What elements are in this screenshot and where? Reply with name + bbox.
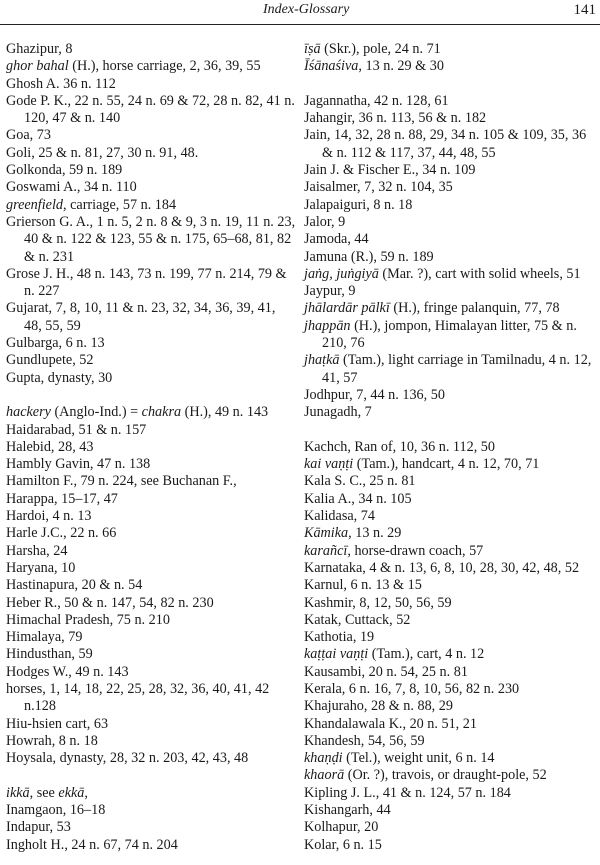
index-entry-text: (Or. ?), travois, or draught-pole, 52 xyxy=(344,767,547,784)
page-number: 141 xyxy=(573,2,596,18)
index-entry-text: , xyxy=(84,784,88,801)
index-entry xyxy=(304,733,596,750)
index-term: jhālardār pālkī xyxy=(304,300,390,317)
index-entry xyxy=(304,681,596,698)
index-entry-text: , 13 n. 29 xyxy=(348,525,402,542)
index-entry-text: Hastinapura, 20 & n. 54 xyxy=(6,577,143,594)
index-entry-text: Harle J.C., 22 n. 66 xyxy=(6,525,117,542)
index-entry xyxy=(6,93,296,128)
index-entry xyxy=(6,300,296,335)
index-entry xyxy=(304,767,596,784)
index-entry-text: (Tam.), handcart, 4 n. 12, 70, 71 xyxy=(353,456,540,473)
index-entry-text: Jahangir, 36 n. 113, 56 & n. 182 xyxy=(304,110,487,127)
index-entry-text: (Tam.), light carriage in Tamilnadu, 4 n. 12, 41, 57 xyxy=(322,352,592,386)
index-entry xyxy=(6,595,296,612)
index-entry xyxy=(6,456,296,473)
index-entry-text: Hoysala, dynasty, 28, 32 n. 203, 42, 43, 48 xyxy=(6,750,249,767)
index-entry-text: Ingholt H., 24 n. 67, 74 n. 204 xyxy=(6,836,178,853)
index-entry-text: , carriage, 57 n. 184 xyxy=(63,196,177,213)
index-entry xyxy=(304,750,596,767)
index-entry-text: Jagannatha, 42 n. 128, 61 xyxy=(304,92,449,109)
index-entry-text: (Tel.), weight unit, 6 n. 14 xyxy=(342,750,495,767)
index-entry xyxy=(6,439,296,456)
running-header-title: Index-Glossary xyxy=(263,2,350,17)
index-entry-text: (H.), horse carriage, 2, 36, 39, 55 xyxy=(68,58,261,75)
index-entry-text: Kashmir, 8, 12, 50, 56, 59 xyxy=(304,594,452,611)
index-entry-text: Kalidasa, 74 xyxy=(304,508,375,525)
index-entry xyxy=(6,76,296,93)
index-entry xyxy=(6,335,296,352)
index-entry xyxy=(304,577,596,594)
index-entry-text: Kachch, Ran of, 10, 36 n. 112, 50 xyxy=(304,438,495,455)
section-gap xyxy=(304,76,596,93)
index-entry-text: Kathotia, 19 xyxy=(304,629,375,646)
index-entry xyxy=(6,716,296,733)
index-entry xyxy=(304,300,596,317)
index-entry xyxy=(6,802,296,819)
index-entry xyxy=(6,785,296,802)
index-entry xyxy=(6,612,296,629)
index-entry-text: Harsha, 24 xyxy=(6,542,68,559)
index-entry-text: Jalapaiguri, 8 n. 18 xyxy=(304,196,413,213)
index-entry xyxy=(6,491,296,508)
index-entry xyxy=(6,508,296,525)
index-entry xyxy=(6,162,296,179)
index-entry xyxy=(6,837,296,854)
index-entry xyxy=(6,560,296,577)
index-entry xyxy=(304,318,596,353)
index-entry-text: Hamilton F., 79 n. 224, see Buchanan F., xyxy=(6,473,237,490)
index-entry-text: Gundlupete, 52 xyxy=(6,352,94,369)
index-entry xyxy=(6,41,296,58)
index-term: Īśānaśiva xyxy=(304,58,359,75)
index-entry xyxy=(304,41,596,58)
index-term: ghor bahal xyxy=(6,58,69,75)
index-entry-text: Kolar, 6 n. 15 xyxy=(304,836,382,853)
index-entry-text: Gode P. K., 22 n. 55, 24 n. 69 & 72, 28 n. 82, 41 n. 120, 47 & n. 140 xyxy=(6,92,295,127)
index-entry xyxy=(6,646,296,663)
index-entry-text: Himalaya, 79 xyxy=(6,629,83,646)
index-entry xyxy=(6,214,296,266)
index-entry xyxy=(304,352,596,387)
index-entry-text: Grose J. H., 48 n. 143, 73 n. 199, 77 n. 214, 79 & n. 227 xyxy=(6,265,287,300)
index-entry-text: Ghazipur, 8 xyxy=(6,41,73,57)
index-entry-text: Kishangarh, 44 xyxy=(304,802,391,819)
index-entry xyxy=(6,352,296,369)
index-entry-text: Howrah, 8 n. 18 xyxy=(6,732,98,749)
index-entry-text: Hindusthan, 59 xyxy=(6,646,93,663)
index-column-left xyxy=(6,41,296,854)
index-entry-text: Jodhpur, 7, 44 n. 136, 50 xyxy=(304,386,445,403)
index-entry-text: (H.), fringe palanquin, 77, 78 xyxy=(389,300,560,317)
index-term: khaorā xyxy=(304,767,345,784)
index-entry xyxy=(304,162,596,179)
index-entry-text: Goli, 25 & n. 81, 27, 30 n. 91, 48. xyxy=(6,144,199,161)
index-entry-text: Kausambi, 20 n. 54, 25 n. 81 xyxy=(304,663,468,680)
index-entry xyxy=(304,58,596,75)
index-entry-text: Hardoi, 4 n. 13 xyxy=(6,508,92,525)
index-entry xyxy=(6,664,296,681)
index-entry-text: Karnul, 6 n. 13 & 15 xyxy=(304,577,422,594)
index-entry xyxy=(304,716,596,733)
index-entry xyxy=(304,595,596,612)
index-term: karañcī xyxy=(304,542,348,559)
index-entry xyxy=(6,577,296,594)
index-entry-text: (Anglo-Ind.) = xyxy=(50,404,142,421)
index-entry-text: Harappa, 15–17, 47 xyxy=(6,490,118,507)
header-rule xyxy=(0,24,600,25)
index-entry xyxy=(6,370,296,387)
index-entry xyxy=(6,681,296,716)
index-term: īṣā xyxy=(304,41,321,57)
index-entry xyxy=(304,560,596,577)
index-entry xyxy=(6,819,296,836)
index-entry-text: Junagadh, 7 xyxy=(304,404,372,421)
index-entry-text: Kolhapur, 20 xyxy=(304,819,379,836)
index-entry xyxy=(6,525,296,542)
index-entry xyxy=(6,543,296,560)
index-entry-text: Hiu-hsien cart, 63 xyxy=(6,715,109,732)
section-gap xyxy=(6,767,296,784)
index-entry-text: Golkonda, 59 n. 189 xyxy=(6,162,123,179)
index-entry-text: Gujarat, 7, 8, 10, 11 & n. 23, 32, 34, 36, 39, 41, 48, 55, 59 xyxy=(6,300,276,334)
index-entry-text: Katak, Cuttack, 52 xyxy=(304,611,411,628)
index-term: greenfield xyxy=(6,196,63,213)
index-entry-text: Halebid, 28, 43 xyxy=(6,438,94,455)
index-entry xyxy=(304,629,596,646)
index-entry xyxy=(304,664,596,681)
index-entry-text: Himachal Pradesh, 75 n. 210 xyxy=(6,611,170,628)
index-entry-text: Khandesh, 54, 56, 59 xyxy=(304,732,425,749)
index-entry xyxy=(304,127,596,162)
index-term: ekkā xyxy=(58,784,85,801)
index-entry xyxy=(6,473,296,490)
index-entry-text: Hodges W., 49 n. 143 xyxy=(6,663,129,680)
index-entry xyxy=(304,612,596,629)
index-entry xyxy=(304,473,596,490)
index-entry-text: Haryana, 10 xyxy=(6,559,76,576)
index-entry xyxy=(6,145,296,162)
index-entry-text: , see xyxy=(29,784,59,801)
section-gap xyxy=(6,387,296,404)
index-entry xyxy=(6,750,296,767)
running-header xyxy=(0,2,600,24)
index-column-right xyxy=(304,41,596,854)
index-entry xyxy=(6,733,296,750)
index-entry xyxy=(6,422,296,439)
index-entry xyxy=(304,110,596,127)
index-entry-text: Kerala, 6 n. 16, 7, 8, 10, 56, 82 n. 230 xyxy=(304,680,520,697)
index-term: kaṭṭai vaṇṭi xyxy=(304,646,369,663)
index-entry xyxy=(304,93,596,110)
index-entry-text: Jalor, 9 xyxy=(304,213,346,230)
index-entry xyxy=(304,802,596,819)
index-entry xyxy=(304,197,596,214)
index-entry-text: (Skr.), pole, 24 n. 71 xyxy=(320,41,441,57)
index-entry-text: (Mar. ?), cart with solid wheels, 51 xyxy=(378,265,581,282)
index-entry-text: (H.), 49 n. 143 xyxy=(181,404,269,421)
index-entry-text: , horse-drawn coach, 57 xyxy=(347,542,484,559)
index-entry xyxy=(304,525,596,542)
index-entry-text: Indapur, 53 xyxy=(6,819,71,836)
index-term: hackery xyxy=(6,404,51,421)
index-entry xyxy=(6,266,296,301)
index-entry-text: Jaisalmer, 7, 32 n. 104, 35 xyxy=(304,179,453,196)
index-entry xyxy=(304,231,596,248)
index-entry xyxy=(304,439,596,456)
index-entry xyxy=(304,508,596,525)
index-entry-text: Kipling J. L., 41 & n. 124, 57 n. 184 xyxy=(304,784,511,801)
index-entry xyxy=(304,491,596,508)
index-entry xyxy=(304,266,596,283)
index-entry xyxy=(6,127,296,144)
index-entry-text: Haidarabad, 51 & n. 157 xyxy=(6,421,147,438)
index-entry-text: Kala S. C., 25 n. 81 xyxy=(304,473,416,490)
index-entry xyxy=(6,404,296,421)
index-entry-text: Jamoda, 44 xyxy=(304,231,369,248)
index-term: jhappān xyxy=(304,317,351,334)
index-term: kai vaṇṭi xyxy=(304,456,354,473)
index-entry xyxy=(6,179,296,196)
index-entry-text: Khajuraho, 28 & n. 88, 29 xyxy=(304,698,453,715)
index-entry-text: Jamuna (R.), 59 n. 189 xyxy=(304,248,434,265)
index-entry xyxy=(304,785,596,802)
index-entry xyxy=(304,249,596,266)
index-entry-text: Inamgaon, 16–18 xyxy=(6,802,106,819)
index-entry-text: Jain J. & Fischer E., 34 n. 109 xyxy=(304,162,476,179)
index-entry-text: Gulbarga, 6 n. 13 xyxy=(6,335,105,352)
index-entry xyxy=(304,698,596,715)
index-entry xyxy=(6,58,296,75)
index-entry xyxy=(304,646,596,663)
index-entry-text: Jaypur, 9 xyxy=(304,283,356,300)
index-entry xyxy=(304,837,596,854)
index-entry xyxy=(304,456,596,473)
index-entry-text: Jain, 14, 32, 28 n. 88, 29, 34 n. 105 & 109, 35, 36 & n. 112 & 117, 37, 44, 48, 55 xyxy=(304,127,587,161)
index-entry-text: Khandalawala K., 20 n. 51, 21 xyxy=(304,715,477,732)
index-entry xyxy=(304,179,596,196)
index-entry-text: Heber R., 50 & n. 147, 54, 82 n. 230 xyxy=(6,594,214,611)
index-entry xyxy=(304,543,596,560)
index-entry-text: Karnataka, 4 & n. 13, 6, 8, 10, 28, 30, 42, 48, 52 xyxy=(304,559,580,576)
index-entry-text: (Tam.), cart, 4 n. 12 xyxy=(368,646,485,663)
index-entry xyxy=(304,387,596,404)
index-term: khaṇḍi xyxy=(304,750,343,767)
index-term: Kāmika xyxy=(304,525,349,542)
index-term: chakra xyxy=(141,404,182,421)
index-entry xyxy=(6,629,296,646)
index-entry xyxy=(304,214,596,231)
index-entry-text: Goa, 73 xyxy=(6,127,51,144)
index-entry-text: (H.), jompon, Himalayan litter, 75 & n. 210, 76 xyxy=(322,317,577,352)
index-entry-text: Gupta, dynasty, 30 xyxy=(6,369,113,386)
index-entry xyxy=(6,197,296,214)
index-entry-text: Ghosh A. 36 n. 112 xyxy=(6,75,116,92)
index-term: jaṅg, juṅgiyā xyxy=(304,265,379,282)
section-gap xyxy=(304,422,596,439)
index-entry-text: horses, 1, 14, 18, 22, 25, 28, 32, 36, 40, 41, 42 n.128 xyxy=(6,680,270,715)
index-entry xyxy=(304,283,596,300)
index-entry-text: Kalia A., 34 n. 105 xyxy=(304,490,412,507)
index-entry xyxy=(304,819,596,836)
index-entry-text: Goswami A., 34 n. 110 xyxy=(6,179,137,196)
index-entry-text: Hambly Gavin, 47 n. 138 xyxy=(6,456,151,473)
index-term: ikkā xyxy=(6,784,30,801)
index-term: jhaṭkā xyxy=(304,352,340,369)
index-entry-text: , 13 n. 29 & 30 xyxy=(358,58,444,75)
index-entry xyxy=(304,404,596,421)
index-entry-text: Grierson G. A., 1 n. 5, 2 n. 8 & 9, 3 n. 19, 11 n. 23, 40 & n. 122 & 123, 55 & n. 175, 65–68, 81, 82 & n. 231 xyxy=(6,213,296,265)
